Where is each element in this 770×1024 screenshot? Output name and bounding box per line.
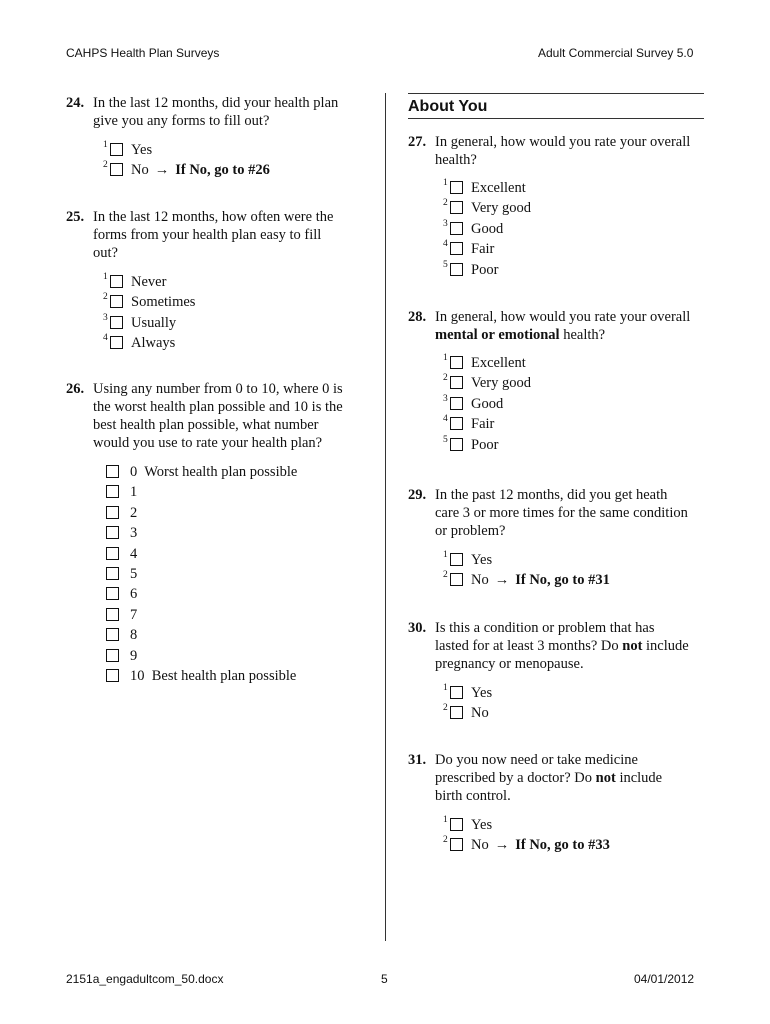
checkbox[interactable] <box>450 222 463 235</box>
option-label: 8 <box>130 627 138 644</box>
checkbox[interactable] <box>106 547 119 560</box>
checkbox[interactable] <box>106 608 119 621</box>
option-label: 9 <box>130 647 138 664</box>
question-text-line: best health plan possible, what number <box>93 417 319 433</box>
option-label: No <box>471 705 489 722</box>
skip-instruction: If No, go to #26 <box>175 162 270 179</box>
checkbox[interactable] <box>450 706 463 719</box>
question-text-line: In the last 12 months, how often were the <box>93 209 334 225</box>
checkbox[interactable] <box>450 686 463 699</box>
checkbox[interactable] <box>106 526 119 539</box>
checkbox[interactable] <box>106 506 119 519</box>
option-label: Fair <box>471 416 495 433</box>
option-code: 1 <box>103 272 108 282</box>
question-text-line: Is this a condition or problem that has <box>435 620 655 636</box>
footer-filename: 2151a_engadultcom_50.docx <box>66 972 224 986</box>
option-label: Yes <box>131 142 153 158</box>
question-number: 28. <box>408 309 427 325</box>
emphasis-text: not <box>622 638 643 654</box>
option-code: 2 <box>103 292 108 303</box>
question-text-line: In the last 12 months, did your health plan <box>93 95 339 111</box>
checkbox[interactable] <box>106 628 119 641</box>
checkbox[interactable] <box>450 573 463 586</box>
option-code: 4 <box>103 333 108 344</box>
option-label: Never <box>131 274 167 290</box>
option-label: Very good <box>471 375 532 392</box>
option-label: 3 <box>130 525 138 542</box>
option-code: 5 <box>443 434 448 445</box>
checkbox[interactable] <box>110 336 123 349</box>
option-code: 1 <box>443 815 448 825</box>
option-code: 2 <box>443 703 448 714</box>
option-label: 2 <box>130 504 138 521</box>
option-label: 0 Worst health plan possible <box>130 464 298 480</box>
option-code: 3 <box>443 218 448 229</box>
question-31 <box>408 751 708 805</box>
option-label: No <box>471 837 489 854</box>
option-label: Yes <box>471 552 493 568</box>
question-number: 27. <box>408 134 427 150</box>
question-text-line: care 3 or more times for the same condition <box>435 505 688 521</box>
question-text-line: give you any forms to fill out? <box>93 113 270 129</box>
option-code: 4 <box>443 414 448 425</box>
option-label: Poor <box>471 436 499 453</box>
question-text-line: birth control. <box>435 788 511 804</box>
question-text-line: Do you now need or take medicine <box>435 752 638 768</box>
option-label: No <box>471 572 489 589</box>
option-code: 5 <box>443 259 448 270</box>
question-text-line: In the past 12 months, did you get heath <box>435 487 668 503</box>
header-right: Adult Commercial Survey 5.0 <box>538 46 694 60</box>
option-label: Always <box>131 335 176 352</box>
option-label: Excellent <box>471 355 526 371</box>
checkbox[interactable] <box>110 295 123 308</box>
question-text-rest: health? <box>559 327 606 343</box>
checkbox[interactable] <box>450 242 463 255</box>
question-28 <box>408 308 708 344</box>
checkbox[interactable] <box>110 275 123 288</box>
footer-page-number: 5 <box>381 972 388 986</box>
question-text-line: forms from your health plan easy to fill <box>93 227 322 243</box>
question-text-pre: prescribed by a doctor? Do <box>435 770 596 786</box>
checkbox[interactable] <box>450 438 463 451</box>
option-label: 7 <box>130 606 138 623</box>
arrow-icon: → <box>154 162 170 179</box>
emphasis-text: not <box>595 770 616 786</box>
question-text-line <box>435 326 708 344</box>
question-text-line <box>435 637 708 655</box>
question-number: 25. <box>66 209 85 225</box>
option-label: Usually <box>131 314 177 331</box>
checkbox[interactable] <box>450 553 463 566</box>
section-title: About You <box>408 93 704 119</box>
checkbox[interactable] <box>110 143 123 156</box>
question-number: 26. <box>66 381 85 397</box>
question-text-line: health? <box>435 152 477 168</box>
arrow-icon: → <box>494 572 510 589</box>
option-code: 1 <box>443 178 448 188</box>
option-label: Sometimes <box>131 294 196 311</box>
checkbox[interactable] <box>106 465 119 478</box>
option-code: 4 <box>443 239 448 250</box>
question-25 <box>66 208 366 262</box>
option-label: Yes <box>471 685 493 701</box>
question-30 <box>408 619 708 673</box>
checkbox[interactable] <box>450 376 463 389</box>
option-code: 2 <box>443 570 448 581</box>
header-left: CAHPS Health Plan Surveys <box>66 46 220 60</box>
option-label: 1 <box>130 484 138 501</box>
checkbox[interactable] <box>450 181 463 194</box>
option-label: 4 <box>130 545 138 562</box>
question-number: 30. <box>408 620 427 636</box>
option-label: No <box>131 162 149 179</box>
checkbox[interactable] <box>106 669 119 682</box>
option-code: 3 <box>443 393 448 404</box>
option-label: Yes <box>471 817 493 833</box>
skip-instruction: If No, go to #31 <box>515 572 610 589</box>
option-label: Very good <box>471 200 532 217</box>
checkbox[interactable] <box>106 587 119 600</box>
checkbox[interactable] <box>450 397 463 410</box>
option-code: 1 <box>103 140 108 150</box>
question-26 <box>66 380 366 452</box>
checkbox[interactable] <box>106 485 119 498</box>
checkbox[interactable] <box>106 649 119 662</box>
footer-date: 04/01/2012 <box>634 972 695 986</box>
question-text-line: Using any number from 0 to 10, where 0 is <box>93 381 343 397</box>
option-label: Fair <box>471 241 495 258</box>
checkbox[interactable] <box>450 263 463 276</box>
question-number: 29. <box>408 487 427 503</box>
option-label: Good <box>471 220 504 237</box>
question-29 <box>408 486 708 540</box>
question-text-post: include <box>615 770 663 786</box>
checkbox[interactable] <box>450 417 463 430</box>
option-code: 1 <box>443 550 448 560</box>
option-code: 2 <box>443 198 448 209</box>
question-text-line: or problem? <box>435 523 506 539</box>
question-text-line: out? <box>93 245 118 261</box>
question-text-pre: lasted for at least 3 months? Do <box>435 638 623 654</box>
option-code: 2 <box>443 835 448 846</box>
checkbox[interactable] <box>450 818 463 831</box>
option-code: 2 <box>103 160 108 171</box>
skip-instruction: If No, go to #33 <box>515 837 610 854</box>
option-label: 6 <box>130 586 138 603</box>
checkbox[interactable] <box>450 838 463 851</box>
checkbox[interactable] <box>450 201 463 214</box>
emphasis-text: mental or emotional <box>435 327 560 343</box>
option-code: 3 <box>103 312 108 323</box>
option-label: Poor <box>471 261 499 278</box>
column-divider <box>385 93 386 941</box>
arrow-icon: → <box>494 837 510 854</box>
option-label: Good <box>471 395 504 412</box>
question-27 <box>408 133 708 169</box>
question-text-line <box>435 769 708 787</box>
option-code: 1 <box>443 353 448 363</box>
option-code: 1 <box>443 683 448 693</box>
question-text-line: would you use to rate your health plan? <box>93 435 323 451</box>
checkbox[interactable] <box>450 356 463 369</box>
question-text-line: In general, how would you rate your overall <box>435 309 691 325</box>
question-number: 31. <box>408 752 427 768</box>
option-label: 10 Best health plan possible <box>130 667 297 684</box>
checkbox[interactable] <box>106 567 119 580</box>
option-label: Excellent <box>471 180 526 196</box>
option-label: 5 <box>130 565 138 582</box>
question-text-line: pregnancy or menopause. <box>435 656 584 672</box>
question-text-post: include <box>642 638 689 654</box>
question-text-line: In general, how would you rate your overall <box>435 134 691 150</box>
question-24 <box>66 94 366 130</box>
checkbox[interactable] <box>110 163 123 176</box>
question-number: 24. <box>66 95 85 111</box>
checkbox[interactable] <box>110 316 123 329</box>
option-code: 2 <box>443 373 448 384</box>
question-text-line: the worst health plan possible and 10 is the <box>93 399 343 415</box>
